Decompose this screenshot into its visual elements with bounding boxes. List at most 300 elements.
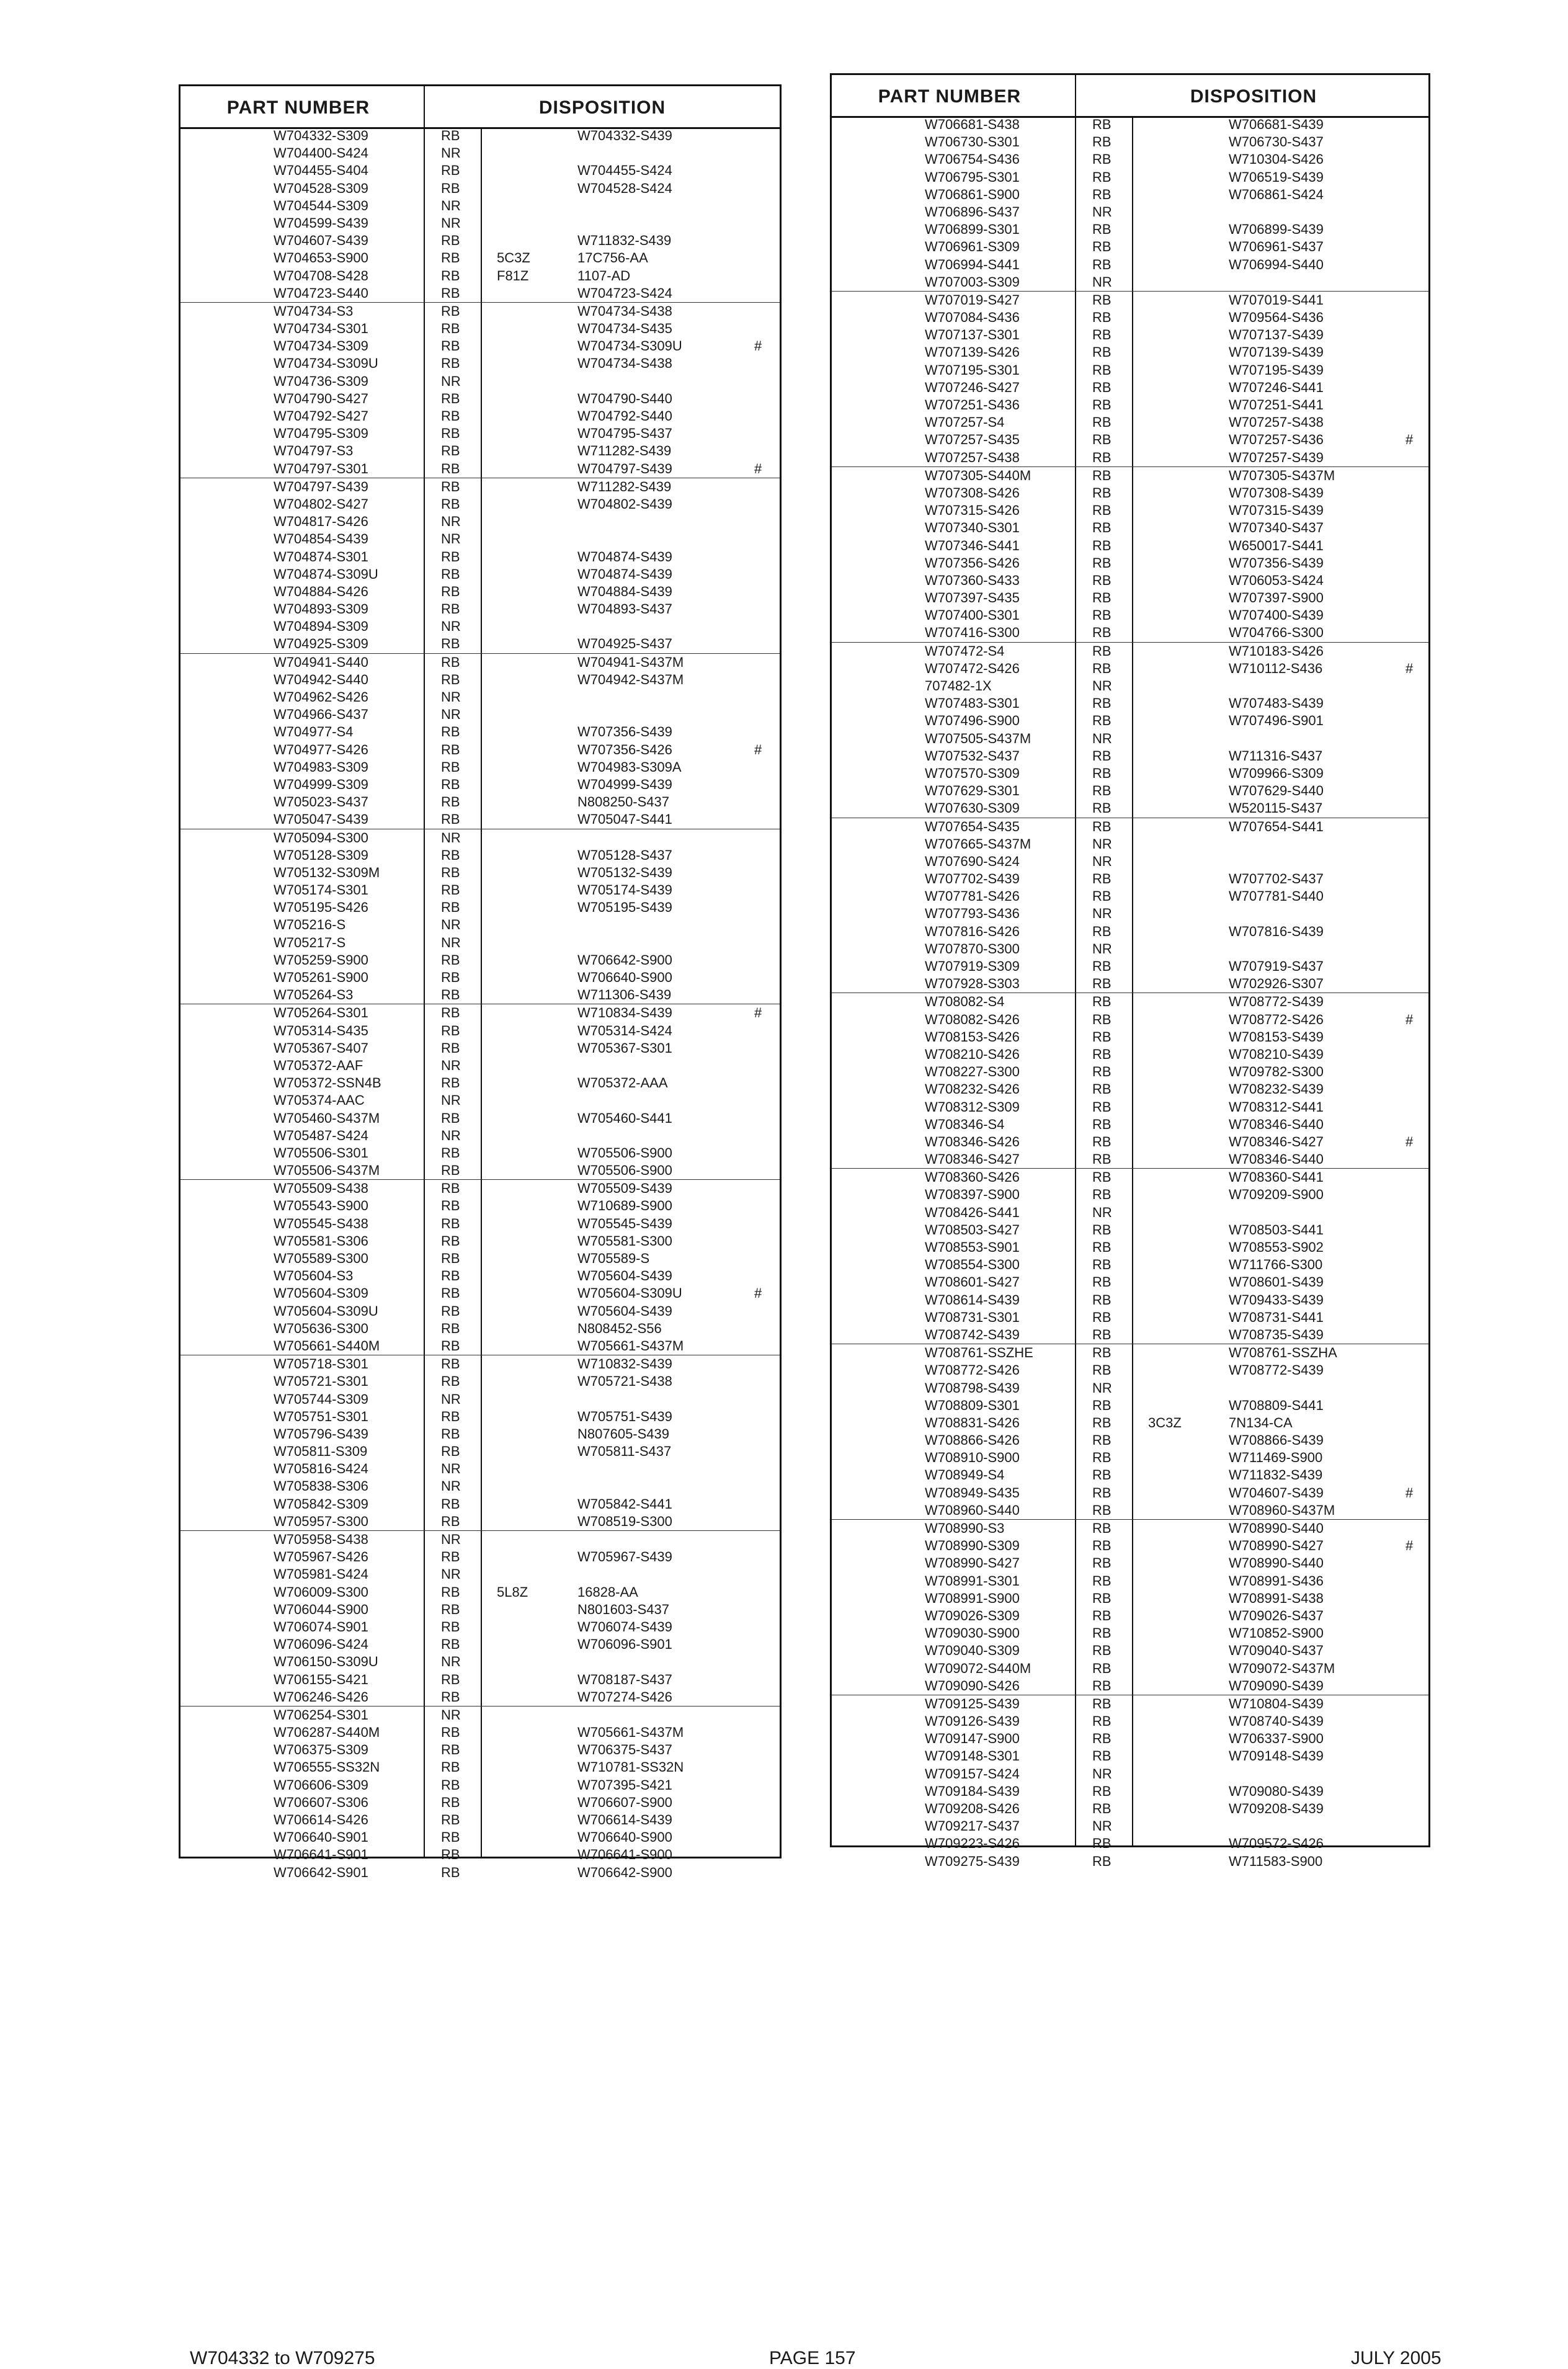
part-number-cell: W704884-S426 [274,583,368,599]
table-row [832,1573,1428,1590]
part-number-cell: W705374-AAC [274,1092,365,1109]
disposition-code-cell: RB [441,1864,460,1880]
table-row [832,484,1428,502]
table-row [180,1724,780,1741]
disposition-code-cell: RB [441,1425,460,1442]
disposition-code-cell: RB [441,776,460,792]
table-row [180,864,780,881]
part-number-cell: W707003-S309 [925,274,1020,290]
part-number-cell: W706607-S306 [274,1794,368,1810]
table-row [180,1285,780,1302]
part-number-cell: W706375-S309 [274,1742,368,1758]
disposition-code-cell: RB [1092,520,1111,536]
table-row [180,1320,780,1337]
part-number-cell: W705261-S900 [274,970,368,985]
part-number-cell: W708990-S309 [925,1538,1020,1554]
part-number-cell: W708910-S900 [925,1450,1020,1466]
table-row [180,1425,780,1443]
disposition-code-cell: RB [1092,1239,1111,1255]
part-number-cell: W704455-S404 [274,163,368,179]
part-number-cell: W704797-S3 [274,443,354,459]
disposition-code-cell: RB [441,1356,460,1372]
disposition-cell: W707195-S439 [1229,362,1324,378]
disposition-code-cell: RB [1092,169,1111,185]
disposition-cell: W711469-S900 [1229,1450,1323,1466]
disposition-code-cell: RB [1092,958,1111,974]
disposition-cell: W704942-S437M [577,671,684,687]
part-number-cell: W705128-S309 [274,847,368,863]
table-row [832,1344,1428,1362]
part-number-cell: W706555-SS32N [274,1759,380,1775]
disposition-cell: W709090-S439 [1229,1677,1324,1693]
disposition-code-cell: RB [441,583,460,599]
part-number-cell: W704962-S426 [274,689,368,705]
table-row [180,1408,780,1425]
table-row [180,1777,780,1794]
part-number-cell: W704977-S4 [274,724,354,740]
table-row [832,1239,1428,1256]
disposition-code-cell: RB [1092,1116,1111,1132]
disposition-code-cell: RB [441,1812,460,1827]
disposition-code-cell: RB [1092,1274,1111,1290]
disposition-code-cell: RB [1092,1590,1111,1606]
disposition-code-cell: RB [1092,1081,1111,1097]
disposition-cell: W706642-S900 [577,952,672,968]
part-number-cell: W704734-S301 [274,321,368,337]
part-number-cell: W709148-S301 [925,1748,1020,1764]
part-number-cell: W707139-S426 [925,344,1020,360]
part-number-cell: W706795-S301 [925,169,1020,185]
left-table [179,84,782,1880]
table-row [832,1397,1428,1414]
part-number-cell: W705796-S439 [274,1425,368,1442]
part-number-cell: W704723-S440 [274,285,368,301]
disposition-code-cell: RB [1092,1362,1111,1378]
table-row [180,390,780,408]
part-number-cell: W704817-S426 [274,514,368,530]
disposition-code-cell: RB [441,864,460,880]
table-row [832,1484,1428,1502]
table-row [180,1601,780,1618]
disposition-code-cell: RB [1092,643,1111,659]
table-row [832,1642,1428,1659]
table-row [180,162,780,179]
part-number-cell: W707346-S441 [925,537,1020,553]
disposition-cell: W708809-S441 [1229,1397,1324,1413]
table-row [832,1853,1428,1870]
disposition-cell: W704874-S439 [577,566,672,582]
disposition-code-cell: RB [1092,976,1111,992]
disposition-code-cell: RB [1092,1555,1111,1571]
disposition-code-cell: RB [1092,379,1111,395]
disposition-code-cell: RB [1092,1695,1111,1711]
part-number-cell: W706896-S437 [925,203,1020,220]
disposition-cell: W706641-S900 [577,1847,672,1863]
part-number-cell: W707308-S426 [925,484,1020,501]
disposition-cell: W704941-S437M [577,654,684,670]
disposition-cell: W709072-S437M [1229,1660,1335,1676]
part-number-cell: W707305-S440M [925,467,1031,483]
disposition-cell: W710304-S426 [1229,151,1324,167]
disposition-code-cell: RB [1092,1064,1111,1080]
marker-cell: # [1405,1133,1414,1149]
disposition-cell: W706614-S439 [577,1812,672,1827]
disposition-cell: W711306-S439 [577,987,672,1003]
table-row [180,847,780,864]
disposition-cell: W706730-S437 [1229,134,1324,150]
table-row [180,1671,780,1689]
marker-cell: # [1405,1011,1414,1027]
table-row [832,274,1428,291]
table-row [832,449,1428,466]
left-header-disposition: DISPOSITION [538,97,666,118]
disposition-code-cell: RB [441,1233,460,1249]
disposition-code-cell: NR [441,1461,461,1477]
disposition-code-cell: RB [1092,1713,1111,1729]
part-number-cell: W706614-S426 [274,1812,368,1827]
disposition-code-cell: NR [1092,1818,1112,1834]
disposition-cell: W704925-S437 [577,636,672,652]
disposition-cell: W704723-S424 [577,285,672,301]
table-row [832,414,1428,431]
part-number-cell: W705195-S426 [274,899,368,916]
disposition-code-cell: RB [441,1847,460,1863]
disposition-cell: W706640-S900 [577,970,672,985]
part-number-cell: W704792-S427 [274,408,368,424]
disposition-cell: W707702-S437 [1229,871,1324,887]
disposition-code-cell: RB [441,548,460,564]
part-number-cell: W708742-S439 [925,1326,1020,1342]
disposition-code-cell: RB [1092,783,1111,799]
table-row [180,1794,780,1811]
part-number-cell: W707570-S309 [925,765,1020,781]
part-number-cell: W708761-SSZHE [925,1345,1033,1361]
right-header-part-number: PART NUMBER [878,86,1022,107]
disposition-code-cell: RB [1092,1573,1111,1589]
table-row [832,782,1428,800]
table-row [832,1747,1428,1765]
disposition-code-cell: RB [1092,1326,1111,1342]
part-number-cell: W704790-S427 [274,390,368,406]
disposition-cell: W711832-S439 [577,233,672,249]
disposition-code-cell: RB [441,496,460,512]
table-row [180,1267,780,1285]
table-row [832,1274,1428,1291]
part-number-cell: W706861-S900 [925,186,1020,202]
table-row [832,151,1428,168]
disposition-cell: W708761-SSZHA [1229,1345,1337,1361]
disposition-cell: W704790-S440 [577,390,672,406]
part-number-cell: W707246-S427 [925,379,1020,395]
disposition-code-cell: RB [1092,1169,1111,1185]
table-row [180,1478,780,1495]
disposition-code-cell: NR [1092,853,1112,869]
table-row [180,1513,780,1530]
table-row [180,496,780,513]
table-row [180,355,780,372]
table-row [180,793,780,811]
disposition-code-cell: RB [441,1198,460,1214]
disposition-code-cell: NR [441,531,461,547]
table-row [180,1215,780,1233]
disposition-code-cell: RB [441,1759,460,1775]
part-number-cell: W705842-S309 [274,1496,368,1512]
part-number-cell: W706246-S426 [274,1689,368,1705]
disposition-cell: W705460-S441 [577,1110,672,1126]
disposition-cell: W708991-S436 [1229,1573,1324,1589]
disposition-code-cell: RB [441,724,460,740]
disposition-cell: W704983-S309A [577,759,682,775]
table-row [180,1460,780,1478]
right-header-disposition: DISPOSITION [1190,86,1317,107]
disposition-cell: W709208-S439 [1229,1801,1324,1816]
disposition-cell: W711832-S439 [1229,1467,1323,1483]
disposition-cell: W708346-S427 [1229,1133,1324,1149]
part-number-cell: W707629-S301 [925,783,1020,799]
disposition-code-cell: RB [1092,1187,1111,1203]
disposition-code-cell: RB [441,1022,460,1038]
disposition-cell: W706375-S437 [577,1742,672,1758]
disposition-cell: W708740-S439 [1229,1713,1324,1729]
table-row [832,1677,1428,1695]
table-row [832,818,1428,836]
table-row [832,466,1428,484]
table-row [180,249,780,267]
disposition-cell: W705372-AAA [577,1075,668,1091]
part-number-cell: W706961-S309 [925,239,1020,255]
part-number-cell: W707019-S427 [925,292,1020,308]
disposition-code-cell: NR [441,1092,461,1109]
part-number-cell: W708991-S301 [925,1573,1020,1589]
disposition-cell: W706861-S424 [1229,186,1324,202]
footer-range: W704332 to W709275 [190,2348,375,2368]
left-header-part-number: PART NUMBER [226,97,370,118]
table-row [832,326,1428,344]
disposition-cell: W707816-S439 [1229,923,1324,939]
part-number-cell: W709223-S426 [925,1836,1020,1852]
table-row [832,695,1428,712]
table-row [832,221,1428,238]
part-number-cell: W708990-S427 [925,1555,1020,1571]
disposition-code-cell: RB [1092,1345,1111,1361]
disposition-code-cell: RB [441,285,460,301]
part-number-cell: 707482-1X [925,678,992,694]
disposition-cell: W705581-S300 [577,1233,672,1249]
disposition-code-cell: RB [1092,1257,1111,1273]
table-row [832,1133,1428,1151]
disposition-code-cell: NR [441,197,461,213]
disposition-code-cell: RB [1092,1397,1111,1413]
part-number-cell: W709126-S439 [925,1713,1020,1729]
table-row [180,600,780,618]
disposition-cell: W708553-S902 [1229,1239,1324,1255]
part-number-cell: W708554-S300 [925,1257,1020,1273]
disposition-code-cell: RB [1092,537,1111,553]
table-row [180,635,780,653]
table-row [180,408,780,425]
disposition-cell: W706074-S439 [577,1618,672,1635]
part-number-cell: W704734-S309 [274,338,368,354]
disposition-code-cell: RB [441,1251,460,1266]
table-row [832,396,1428,414]
part-number-cell: W708731-S301 [925,1309,1020,1325]
disposition-cell: W650017-S441 [1229,537,1324,553]
disposition-code-cell: RB [1092,555,1111,571]
part-number-cell: W708614-S439 [925,1292,1020,1308]
table-row [180,1092,780,1109]
part-number-cell: W709090-S426 [925,1677,1020,1693]
part-number-cell: W705718-S301 [274,1356,368,1372]
disposition-cell: W705589-S [577,1251,650,1266]
disposition-code-cell: NR [441,1057,461,1073]
left-table-rows [180,127,780,1881]
disposition-code-cell: RB [1092,1450,1111,1466]
part-number-cell: W707630-S309 [925,800,1020,816]
part-number-cell: W708772-S426 [925,1362,1020,1378]
table-row [832,1607,1428,1625]
table-row [180,723,780,741]
part-number-cell: W707919-S309 [925,958,1020,974]
part-number-cell: W705264-S301 [274,1005,368,1021]
table-row [832,1713,1428,1730]
part-number-cell: W705811-S309 [274,1443,368,1460]
disposition-code-cell: RB [1092,1099,1111,1115]
part-number-cell: W708082-S4 [925,994,1005,1010]
table-row [832,169,1428,186]
part-number-cell: W706287-S440M [274,1724,380,1741]
disposition-code-cell: RB [1092,1836,1111,1852]
part-number-cell: W707084-S436 [925,310,1020,326]
table-row [180,1636,780,1653]
part-number-cell: W707702-S439 [925,871,1020,887]
table-row [180,811,780,828]
disposition-cell: W705367-S301 [577,1040,672,1056]
table-row [180,1162,780,1179]
disposition-code-cell: RB [1092,151,1111,167]
disposition-cell: W704607-S439 [1229,1484,1324,1501]
disposition-cell: W706607-S900 [577,1794,672,1810]
disposition-code-cell: RB [441,1794,460,1810]
table-row [832,660,1428,677]
disposition-cell: W706961-S437 [1229,239,1324,255]
part-number-cell: W707870-S300 [925,940,1020,957]
marker-cell: # [754,338,762,354]
disposition-cell: 1107-AD [577,267,631,283]
marker-cell: # [754,741,762,757]
table-row [180,618,780,635]
note-cell: F81Z [497,267,529,283]
table-row [180,1759,780,1776]
disposition-code-cell: RB [1092,818,1111,834]
footer-page: PAGE 157 [769,2348,856,2368]
disposition-code-cell: RB [1092,660,1111,676]
table-row [832,1555,1428,1572]
table-row [180,145,780,162]
table-row [832,502,1428,519]
part-number-cell: W705506-S437M [274,1162,380,1179]
note-cell: 3C3Z [1148,1414,1182,1430]
disposition-code-cell: RB [441,1777,460,1793]
disposition-code-cell: RB [1092,695,1111,712]
disposition-code-cell: RB [1092,362,1111,378]
disposition-cell: W707305-S437M [1229,467,1335,483]
part-number-cell: W707781-S426 [925,888,1020,904]
table-row [832,940,1428,958]
disposition-code-cell: RB [441,741,460,757]
disposition-code-cell: RB [441,794,460,810]
disposition-code-cell: RB [441,180,460,196]
disposition-cell: W705604-S309U [577,1285,682,1301]
disposition-code-cell: RB [441,1829,460,1845]
disposition-code-cell: RB [1092,871,1111,887]
table-row [180,899,780,916]
disposition-code-cell: RB [1092,1467,1111,1483]
table-row [832,1186,1428,1203]
disposition-code-cell: RB [1092,1748,1111,1764]
table-row [180,513,780,530]
table-row [832,836,1428,853]
disposition-cell: W708990-S440 [1229,1555,1324,1571]
part-number-cell: W704966-S437 [274,707,368,723]
disposition-cell: W705509-S439 [577,1180,672,1197]
part-number-cell: W707505-S437M [925,730,1031,746]
table-row [832,1046,1428,1063]
table-row [180,1233,780,1250]
part-number-cell: W704528-S309 [274,180,368,196]
part-number-cell: W705506-S301 [274,1144,368,1161]
table-row [832,256,1428,274]
part-number-cell: W705487-S424 [274,1127,368,1143]
disposition-code-cell: NR [1092,678,1112,694]
part-number-cell: W704874-S301 [274,548,368,564]
disposition-cell: W704332-S439 [577,128,672,143]
disposition-code-cell: RB [1092,1502,1111,1518]
disposition-code-cell: RB [441,1303,460,1319]
part-number-cell: W707690-S424 [925,853,1020,869]
part-number-cell: W704708-S428 [274,267,368,283]
table-row [832,888,1428,905]
table-row [180,1337,780,1355]
part-number-cell: W704736-S309 [274,373,368,389]
table-row [832,1432,1428,1449]
part-number-cell: W705259-S900 [274,952,368,968]
disposition-cell: W709148-S439 [1229,1748,1324,1764]
marker-cell: # [754,1285,762,1301]
part-number-cell: W709208-S426 [925,1801,1020,1816]
marker-cell: # [754,460,762,476]
table-row [180,197,780,215]
disposition-cell: W704734-S438 [577,303,672,319]
part-number-cell: W705838-S306 [274,1478,368,1494]
disposition-code-cell: NR [1092,1204,1112,1220]
part-number-cell: W708990-S3 [925,1520,1005,1536]
part-number-cell: W709030-S900 [925,1625,1020,1641]
table-row [180,653,780,671]
disposition-code-cell: RB [441,1180,460,1197]
part-number-cell: W708426-S441 [925,1204,1020,1220]
disposition-cell: W707257-S438 [1229,414,1324,431]
disposition-code-cell: RB [441,1601,460,1617]
table-row [180,583,780,600]
table-row [180,1074,780,1092]
disposition-code-cell: RB [1092,994,1111,1010]
part-number-cell: W705589-S300 [274,1251,368,1266]
table-row [832,1537,1428,1555]
disposition-code-cell: RB [441,408,460,424]
part-number-cell: W707137-S301 [925,327,1020,343]
part-number-cell: W707356-S426 [925,555,1020,571]
disposition-cell: W706053-S424 [1229,572,1324,588]
